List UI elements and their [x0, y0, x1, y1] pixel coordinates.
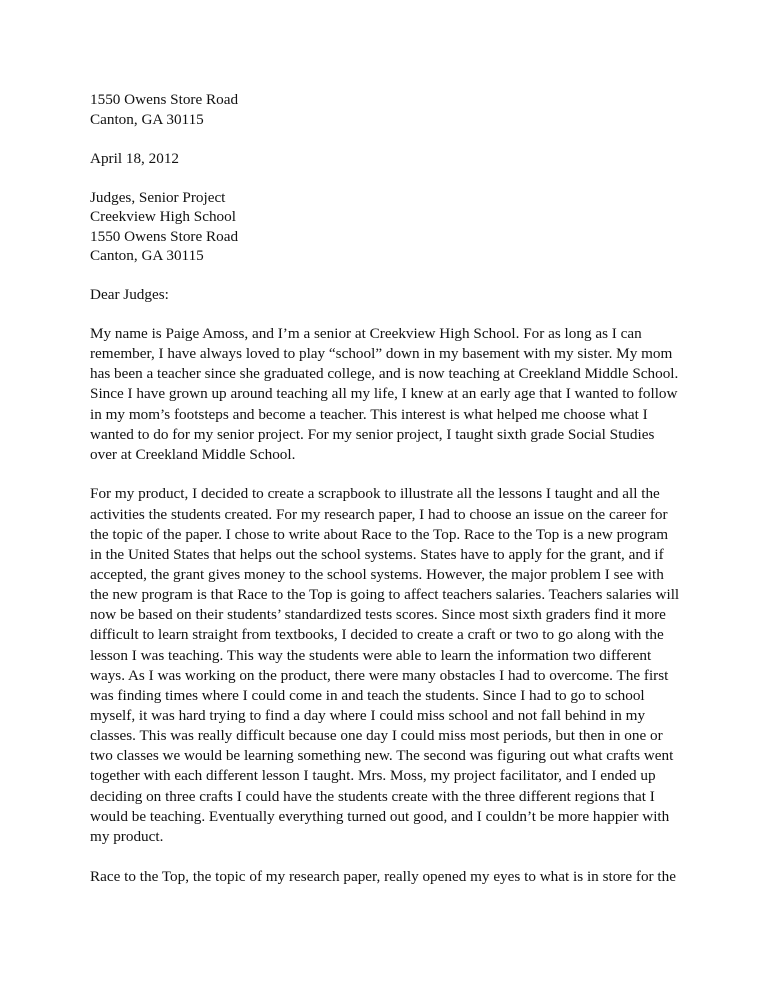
- letter-body: [90, 90, 690, 887]
- sender-city: Canton, GA 30115: [90, 110, 204, 128]
- paragraph-line: My name is Paige Amoss, and I’m a senior at Creekview High School. For as long as I can: [90, 325, 642, 342]
- paragraph-line: two classes we would be learning something new. The second was figuring out what crafts went: [90, 747, 674, 765]
- paragraph-line: difficult to learn straight from textbooks, I decided to create a craft or two to go along with the: [90, 626, 664, 644]
- paragraph-line: For my product, I decided to create a scrapbook to illustrate all the lessons I taught and all the: [90, 485, 660, 503]
- paragraph-line: over at Creekland Middle School.: [90, 445, 296, 463]
- date-text: April 18, 2012: [90, 149, 180, 167]
- paragraph-line: now be based on their students’ standardized tests scores. Since most sixth graders find it more: [90, 606, 666, 624]
- paragraph-line: would be teaching. Eventually everything turned out good, and I couldn’t be more happier with: [90, 807, 670, 825]
- paragraph-line: in the United States that helps out the school systems. States have to apply for the grant, and if: [90, 545, 664, 563]
- sender-address: [90, 90, 690, 129]
- paragraph-line: the new program is that Race to the Top is going to affect teachers salaries. Teachers salaries will: [90, 586, 680, 604]
- paragraph-line: wanted to do for my senior project. For my senior project, I taught sixth grade Social Studies: [90, 425, 655, 443]
- recipient-line: 1550 Owens Store Road: [90, 227, 239, 245]
- paragraph-line: remember, I have always loved to play “school” down in my basement with my sister. My mom: [90, 345, 673, 363]
- paragraph-intro: [90, 324, 690, 465]
- paragraph-research: [90, 867, 690, 887]
- recipient-address: [90, 188, 690, 266]
- spacer: [90, 847, 690, 867]
- paragraph-line: Since I have grown up around teaching all my life, I knew at an early age that I wanted to follow: [90, 385, 678, 403]
- spacer: [90, 266, 690, 286]
- paragraph-line: activities the students created. For my research paper, I had to choose an issue on the career for: [90, 505, 668, 523]
- paragraph-line: in my mom’s footsteps and become a teacher. This interest is what helped me choose what I: [90, 405, 648, 423]
- salutation-text: Dear Judges:: [90, 286, 169, 303]
- paragraph-line: the topic of the paper. I chose to write about Race to the Top. Race to the Top is a new program: [90, 525, 669, 543]
- spacer: [90, 168, 690, 188]
- sender-street: 1550 Owens Store Road: [90, 91, 239, 108]
- paragraph-line: has been a teacher since she graduated college, and is now teaching at Creekland Middle School.: [90, 365, 679, 383]
- paragraph-line: accepted, the grant gives money to the school systems. However, the major problem I see with: [90, 566, 664, 584]
- spacer: [90, 305, 690, 325]
- paragraph-line: classes. This was really difficult because one day I could miss most periods, but then in one or: [90, 727, 663, 745]
- letter-date: [90, 149, 690, 169]
- paragraph-line: myself, it was hard trying to find a day where I could miss school and not fall behind in my: [90, 707, 646, 725]
- salutation: [90, 285, 690, 305]
- paragraph-line: was finding times where I could come in and teach the students. Since I had to go to school: [90, 686, 645, 704]
- paragraph-product: [90, 484, 690, 847]
- paragraph-line: my product.: [90, 827, 164, 845]
- recipient-line: Canton, GA 30115: [90, 247, 204, 264]
- paragraph-line: Race to the Top, the topic of my research paper, really opened my eyes to what is in store for the: [90, 867, 676, 885]
- paragraph-line: ways. As I was working on the product, there were many obstacles I had to overcome. The first: [90, 666, 669, 684]
- paragraph-line: together with each different lesson I taught. Mrs. Moss, my project facilitator, and I ended up: [90, 767, 656, 785]
- recipient-line: Judges, Senior Project: [90, 188, 226, 206]
- paragraph-line: deciding on three crafts I could have the students create with the three different regions that I: [90, 787, 655, 805]
- paragraph-line: lesson I was teaching. This way the students were able to learn the information two different: [90, 646, 652, 664]
- spacer: [90, 465, 690, 485]
- recipient-line: Creekview High School: [90, 208, 236, 225]
- spacer: [90, 129, 690, 149]
